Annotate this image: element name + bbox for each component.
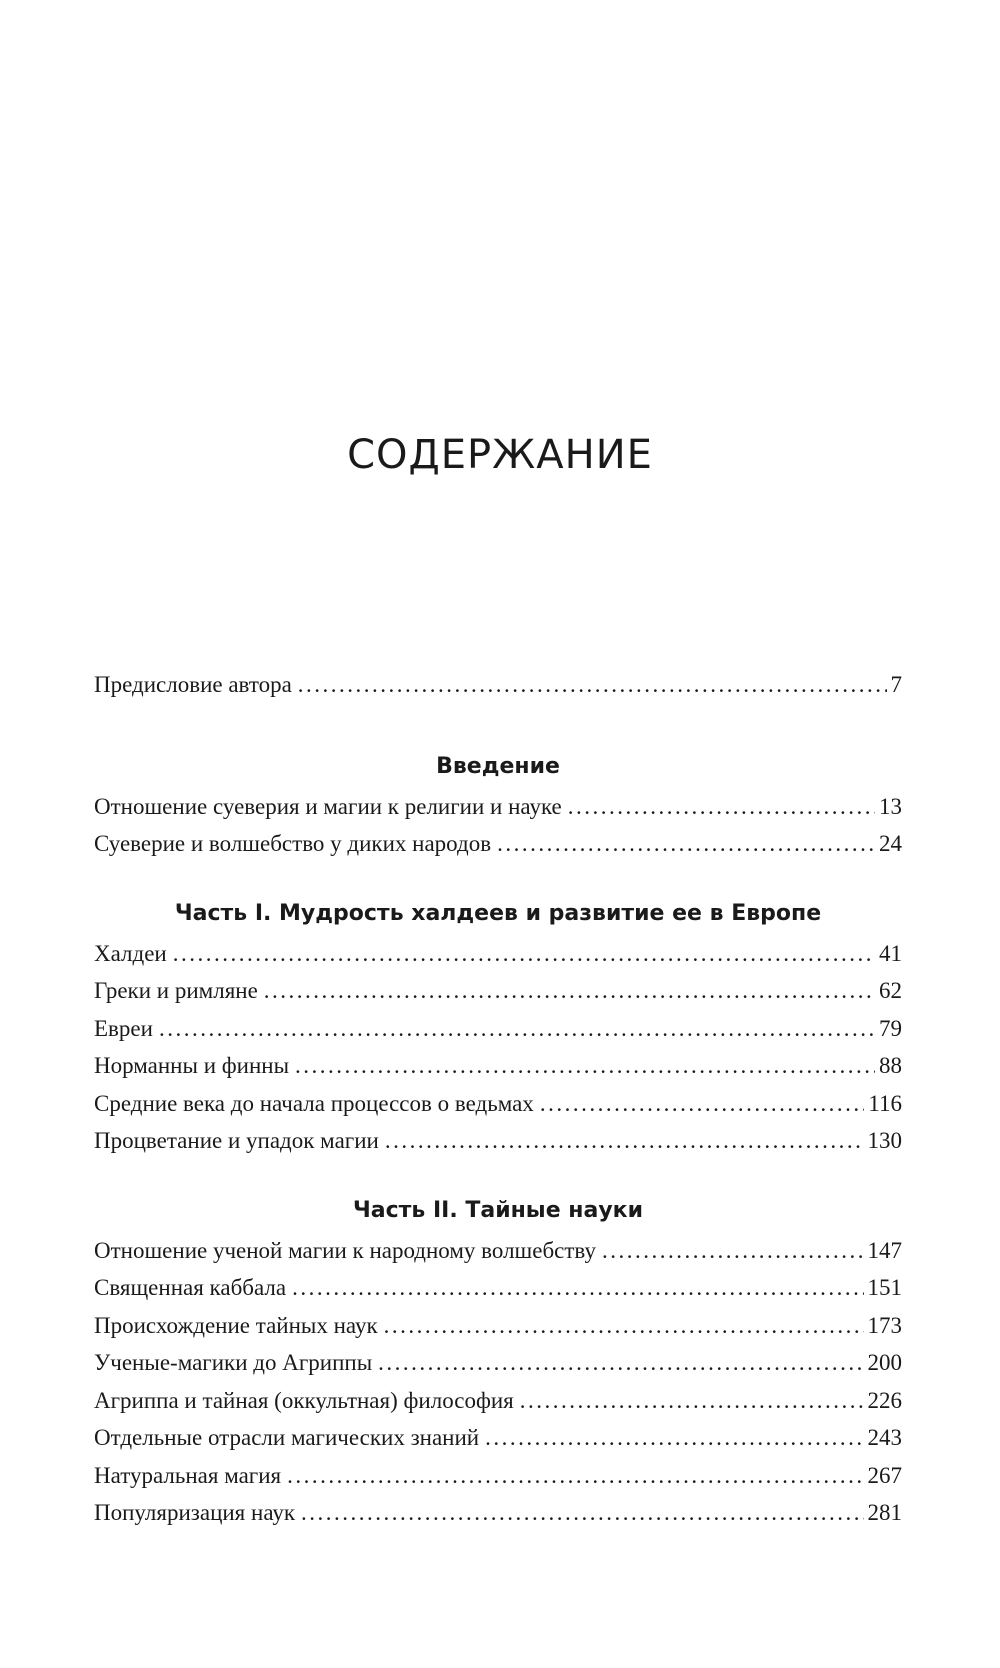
- dot-leader: [602, 1238, 863, 1264]
- toc-page-number: 151: [867, 1275, 902, 1300]
- dot-leader: [485, 1425, 863, 1451]
- toc-entry-label: Суеверие и волшебство у диких народов: [94, 831, 492, 856]
- toc-entry[interactable]: [94, 1238, 902, 1276]
- toc-page-number: 281: [867, 1500, 902, 1525]
- dot-leader: [497, 831, 875, 857]
- toc-entry-label: Норманны и финны: [94, 1053, 290, 1078]
- toc-entry-label: Отношение суеверия и магии к религии и науке: [94, 793, 562, 819]
- dot-leader: [301, 1500, 863, 1526]
- toc-page-number: 7: [890, 672, 902, 697]
- dot-leader: [287, 1463, 863, 1489]
- toc-entry-label: Евреи: [94, 1015, 153, 1041]
- toc-entry[interactable]: [94, 831, 902, 869]
- toc-entry-preface[interactable]: [94, 672, 902, 710]
- toc-entry-label: Натуральная магия: [94, 1462, 282, 1488]
- toc-page-number: 62: [879, 978, 902, 1003]
- toc-entry[interactable]: [94, 1016, 902, 1054]
- toc-entry[interactable]: [94, 1091, 902, 1129]
- toc-entry[interactable]: [94, 1313, 902, 1351]
- toc-entry-label: Происхождение тайных наук: [94, 1312, 378, 1338]
- toc-entry[interactable]: [94, 941, 902, 979]
- toc-page-number: 116: [868, 1090, 902, 1116]
- toc-page-number: 41: [879, 940, 902, 966]
- toc-entry[interactable]: [94, 1350, 902, 1388]
- toc-page-number: 173: [867, 1312, 902, 1338]
- dot-leader: [295, 1053, 875, 1079]
- toc-entry-label: Отношение ученой магии к народному волшебству: [94, 1237, 597, 1263]
- toc-entry-label: Популяризация наук: [94, 1500, 296, 1525]
- toc-entry[interactable]: [94, 794, 902, 832]
- toc-page-number: 88: [879, 1053, 902, 1078]
- dot-leader: [298, 672, 887, 698]
- toc-entry[interactable]: [94, 1128, 902, 1166]
- toc-entry-label: Ученые-магики до Агриппы: [94, 1350, 373, 1375]
- toc-entry[interactable]: [94, 1425, 902, 1463]
- section-heading-introduction: Введение: [436, 753, 560, 779]
- toc-entry[interactable]: [94, 1500, 902, 1538]
- toc-page-number: 243: [867, 1425, 902, 1450]
- page-title: СОДЕРЖАНИЕ: [347, 432, 653, 478]
- dot-leader: [159, 1016, 875, 1042]
- toc-page-number: 13: [879, 793, 902, 819]
- toc-entry-label: Священная каббала: [94, 1275, 287, 1300]
- toc-entry[interactable]: [94, 1053, 902, 1091]
- section-heading-part-1: Часть I. Мудрость халдеев и развитие ее в Европе: [174, 900, 822, 926]
- toc-entry-label: Процветание и упадок магии: [94, 1128, 379, 1153]
- dot-leader: [378, 1350, 863, 1376]
- section-heading-part-2: Часть II. Тайные науки: [352, 1197, 644, 1223]
- dot-leader: [520, 1388, 864, 1414]
- toc-entry-label: Агриппа и тайная (оккультная) философия: [94, 1387, 514, 1413]
- dot-leader: [292, 1275, 863, 1301]
- toc-entry-label: Предисловие автора: [94, 672, 292, 697]
- toc-entry[interactable]: [94, 1463, 902, 1501]
- table-of-contents: [94, 672, 902, 1538]
- toc-entry-label: Халдеи: [94, 940, 167, 966]
- dot-leader: [173, 941, 875, 967]
- dot-leader: [540, 1091, 865, 1117]
- toc-page-number: 24: [879, 831, 902, 856]
- toc-page-number: 200: [867, 1350, 902, 1375]
- toc-entry[interactable]: [94, 1275, 902, 1313]
- toc-page-number: 267: [867, 1462, 902, 1488]
- dot-leader: [385, 1128, 864, 1154]
- toc-entry-label: Греки и римляне: [94, 978, 258, 1003]
- toc-page-number: 226: [867, 1387, 902, 1413]
- dot-leader: [568, 794, 875, 820]
- toc-page-number: 147: [867, 1237, 902, 1263]
- toc-page-number: 79: [879, 1015, 902, 1041]
- dot-leader: [384, 1313, 864, 1339]
- toc-entry-label: Отдельные отрасли магических знаний: [94, 1425, 480, 1450]
- toc-entry-label: Средние века до начала процессов о ведьмах: [94, 1090, 534, 1116]
- toc-entry[interactable]: [94, 978, 902, 1016]
- toc-page-number: 130: [867, 1128, 902, 1153]
- toc-entry[interactable]: [94, 1388, 902, 1426]
- dot-leader: [264, 978, 875, 1004]
